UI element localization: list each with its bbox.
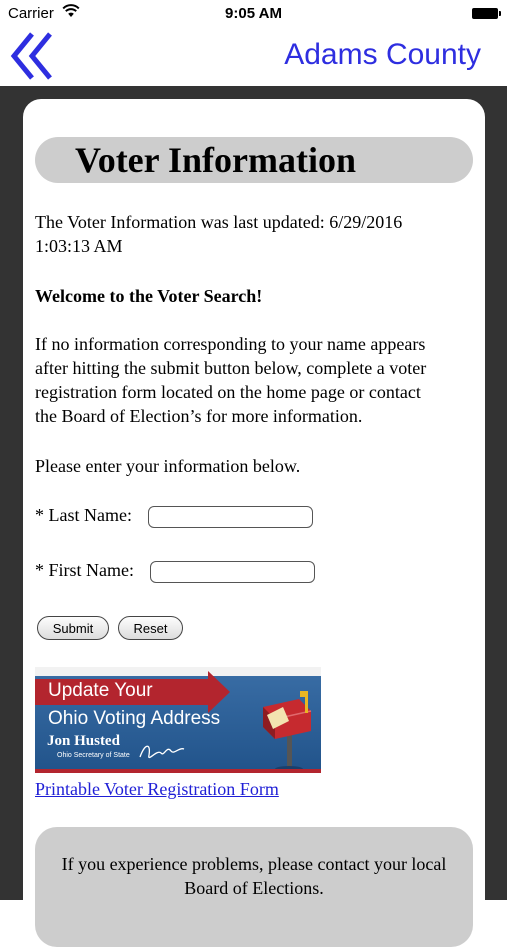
banner-bottom-stripe — [35, 769, 321, 773]
nav-title: Adams County — [284, 38, 481, 71]
mailbox-icon — [253, 685, 321, 773]
last-name-label: * Last Name: — [35, 505, 132, 525]
banner-name: Jon Husted — [47, 733, 120, 749]
last-name-input[interactable] — [148, 506, 313, 528]
printable-registration-form-link[interactable]: Printable Voter Registration Form — [35, 779, 279, 799]
double-chevron-left-icon — [8, 30, 56, 82]
first-name-label: * First Name: — [35, 560, 134, 580]
last-updated-text — [35, 210, 475, 258]
contact-box — [35, 827, 473, 947]
voter-info-card — [23, 99, 485, 919]
last-updated-line-2: 1:03:13 AM — [35, 236, 123, 256]
reset-button[interactable]: Reset — [118, 616, 183, 640]
heading-box — [35, 137, 473, 183]
carrier-label: Carrier — [8, 5, 54, 22]
banner-top-strip — [35, 667, 321, 676]
enter-info-prompt: Please enter your information below. — [35, 456, 301, 476]
submit-button[interactable]: Submit — [37, 616, 109, 640]
banner-arrow-icon — [208, 671, 230, 713]
page-title: Voter Information — [75, 140, 356, 180]
battery-full-icon — [472, 8, 498, 19]
last-updated-line-1: The Voter Information was last updated: 6/29/2016 — [35, 212, 403, 232]
contact-line-1: If you experience problems, please contact your local — [61, 854, 447, 874]
navigation-bar — [0, 28, 507, 86]
back-button[interactable] — [8, 30, 56, 82]
banner-line-1: Update Your — [48, 680, 153, 701]
contact-line-2: Board of Elections. — [184, 878, 324, 898]
info-line-1: If no information corresponding to your name appears — [35, 334, 426, 354]
first-name-input[interactable] — [150, 561, 315, 583]
info-paragraph — [35, 332, 475, 428]
info-line-3: registration form located on the home page or contact — [35, 382, 421, 402]
banner-subtitle: Ohio Secretary of State — [57, 752, 130, 759]
contact-message — [35, 852, 473, 900]
info-line-2: after hitting the submit button below, complete a voter — [35, 358, 427, 378]
status-time: 9:05 AM — [225, 5, 282, 22]
signature-icon — [137, 739, 187, 765]
banner-line-2: Ohio Voting Address — [48, 708, 221, 729]
welcome-text: Welcome to the Voter Search! — [35, 286, 263, 306]
info-line-4: the Board of Election’s for more information. — [35, 406, 363, 426]
update-address-banner[interactable] — [35, 667, 321, 773]
status-bar — [0, 0, 507, 28]
